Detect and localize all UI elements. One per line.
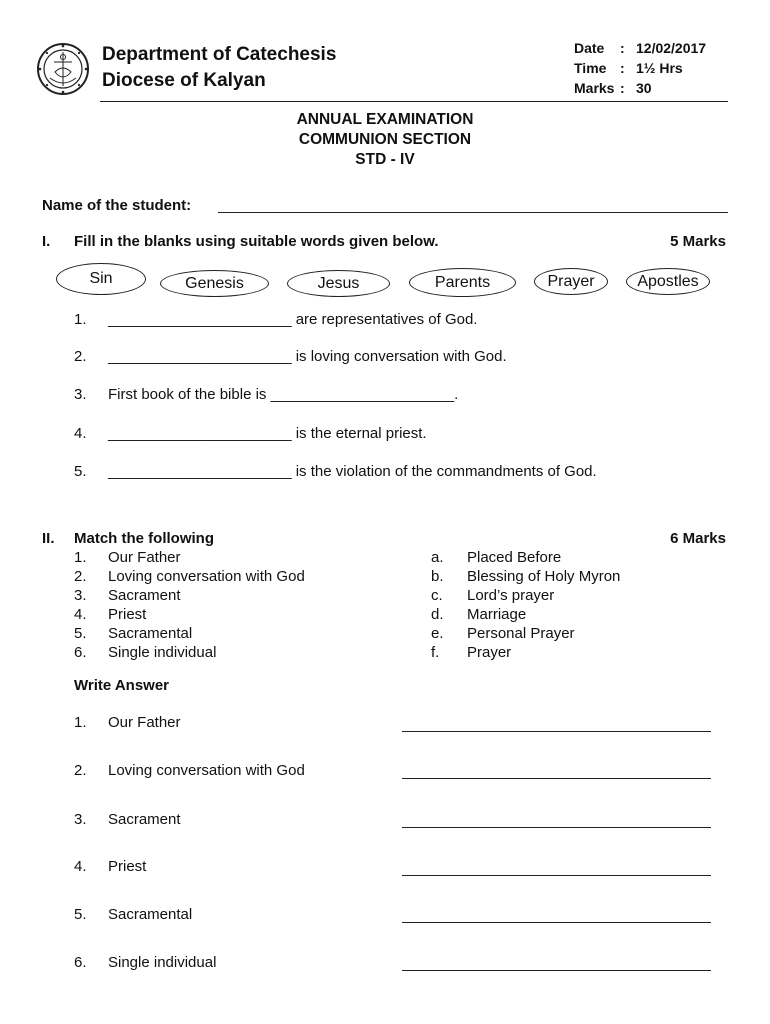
- section-title: COMMUNION SECTION: [298, 131, 472, 148]
- marks-label: Marks: [574, 80, 615, 96]
- date-row: Date : 12/02/2017: [574, 40, 707, 56]
- student-name-line[interactable]: [218, 212, 728, 213]
- standard-title: STD - IV: [355, 151, 415, 168]
- diocese-name: Diocese of Kalyan: [102, 70, 266, 91]
- answer-line[interactable]: [402, 827, 711, 828]
- word-option: Prayer: [534, 268, 608, 295]
- word-option: Apostles: [626, 268, 710, 295]
- answer-line[interactable]: [402, 778, 711, 779]
- date-value: 12/02/2017: [636, 40, 707, 56]
- word-option: Genesis: [160, 270, 269, 297]
- section-1-title: Fill in the blanks using suitable words given below.: [74, 233, 439, 250]
- diocese-seal-icon: [36, 42, 90, 96]
- exam-page: Department of Catechesis Diocese of Kalyan Date : 12/02/2017 Time : 1½ Hrs Marks : 30 ANNUAL EXAMINATION COMMUNION SECTION STD - IV Name of the student: I. Fill in the blanks using suitable words given below. 5 Marks Sin Genesis Jesus Parents Prayer Apostles 1. ______________________ are representatives of God. 2. ______________________ is loving conversation with God. 3. First book of the bible is ______________________. 4. ______________________ is the eternal priest. 5. ______________________ is the violation of the commandments of God. II. Match the following 6 Marks 1. Our Father 2. Loving conversation with God 3. Sacrament 4. Priest 5. Sacramental 6. Single individual a. Placed Before b. Blessing of Holy Myron c. Lord’s prayer d. Marriage e. Personal Prayer f. Prayer Write Answer 1. Our Father 2. Loving conversation with God 3. Sacrament 4. Priest 5. Sacramental 6. Single individual: [0, 0, 770, 1024]
- exam-meta: [574, 38, 706, 98]
- exam-title: ANNUAL EXAMINATION: [296, 111, 474, 128]
- answer-line[interactable]: [402, 970, 711, 971]
- write-answer-heading: Write Answer: [74, 677, 170, 694]
- time-label: Time: [574, 60, 607, 76]
- section-2-marks: 6 Marks: [670, 530, 726, 547]
- marks-value: 30: [636, 80, 652, 96]
- student-name-label: Name of the student:: [42, 197, 192, 214]
- header-title: [102, 42, 336, 94]
- answer-line[interactable]: [402, 922, 711, 923]
- marks-row: Marks : 30: [574, 80, 652, 96]
- time-value: 1½ Hrs: [636, 60, 683, 76]
- word-option: Jesus: [287, 270, 390, 297]
- exam-titles: [0, 110, 770, 170]
- time-row: Time : 1½ Hrs: [574, 60, 683, 76]
- date-label: Date: [574, 40, 605, 56]
- answer-line[interactable]: [402, 731, 711, 732]
- section-2-number: II.: [42, 530, 55, 547]
- section-1-number: I.: [42, 233, 51, 250]
- word-option: Sin: [56, 263, 146, 295]
- header-divider: [100, 101, 728, 102]
- answer-line[interactable]: [402, 875, 711, 876]
- section-1-marks: 5 Marks: [670, 233, 726, 250]
- word-option: Parents: [409, 268, 516, 297]
- department-name: Department of Catechesis: [102, 44, 337, 65]
- section-2-title: Match the following: [74, 530, 214, 547]
